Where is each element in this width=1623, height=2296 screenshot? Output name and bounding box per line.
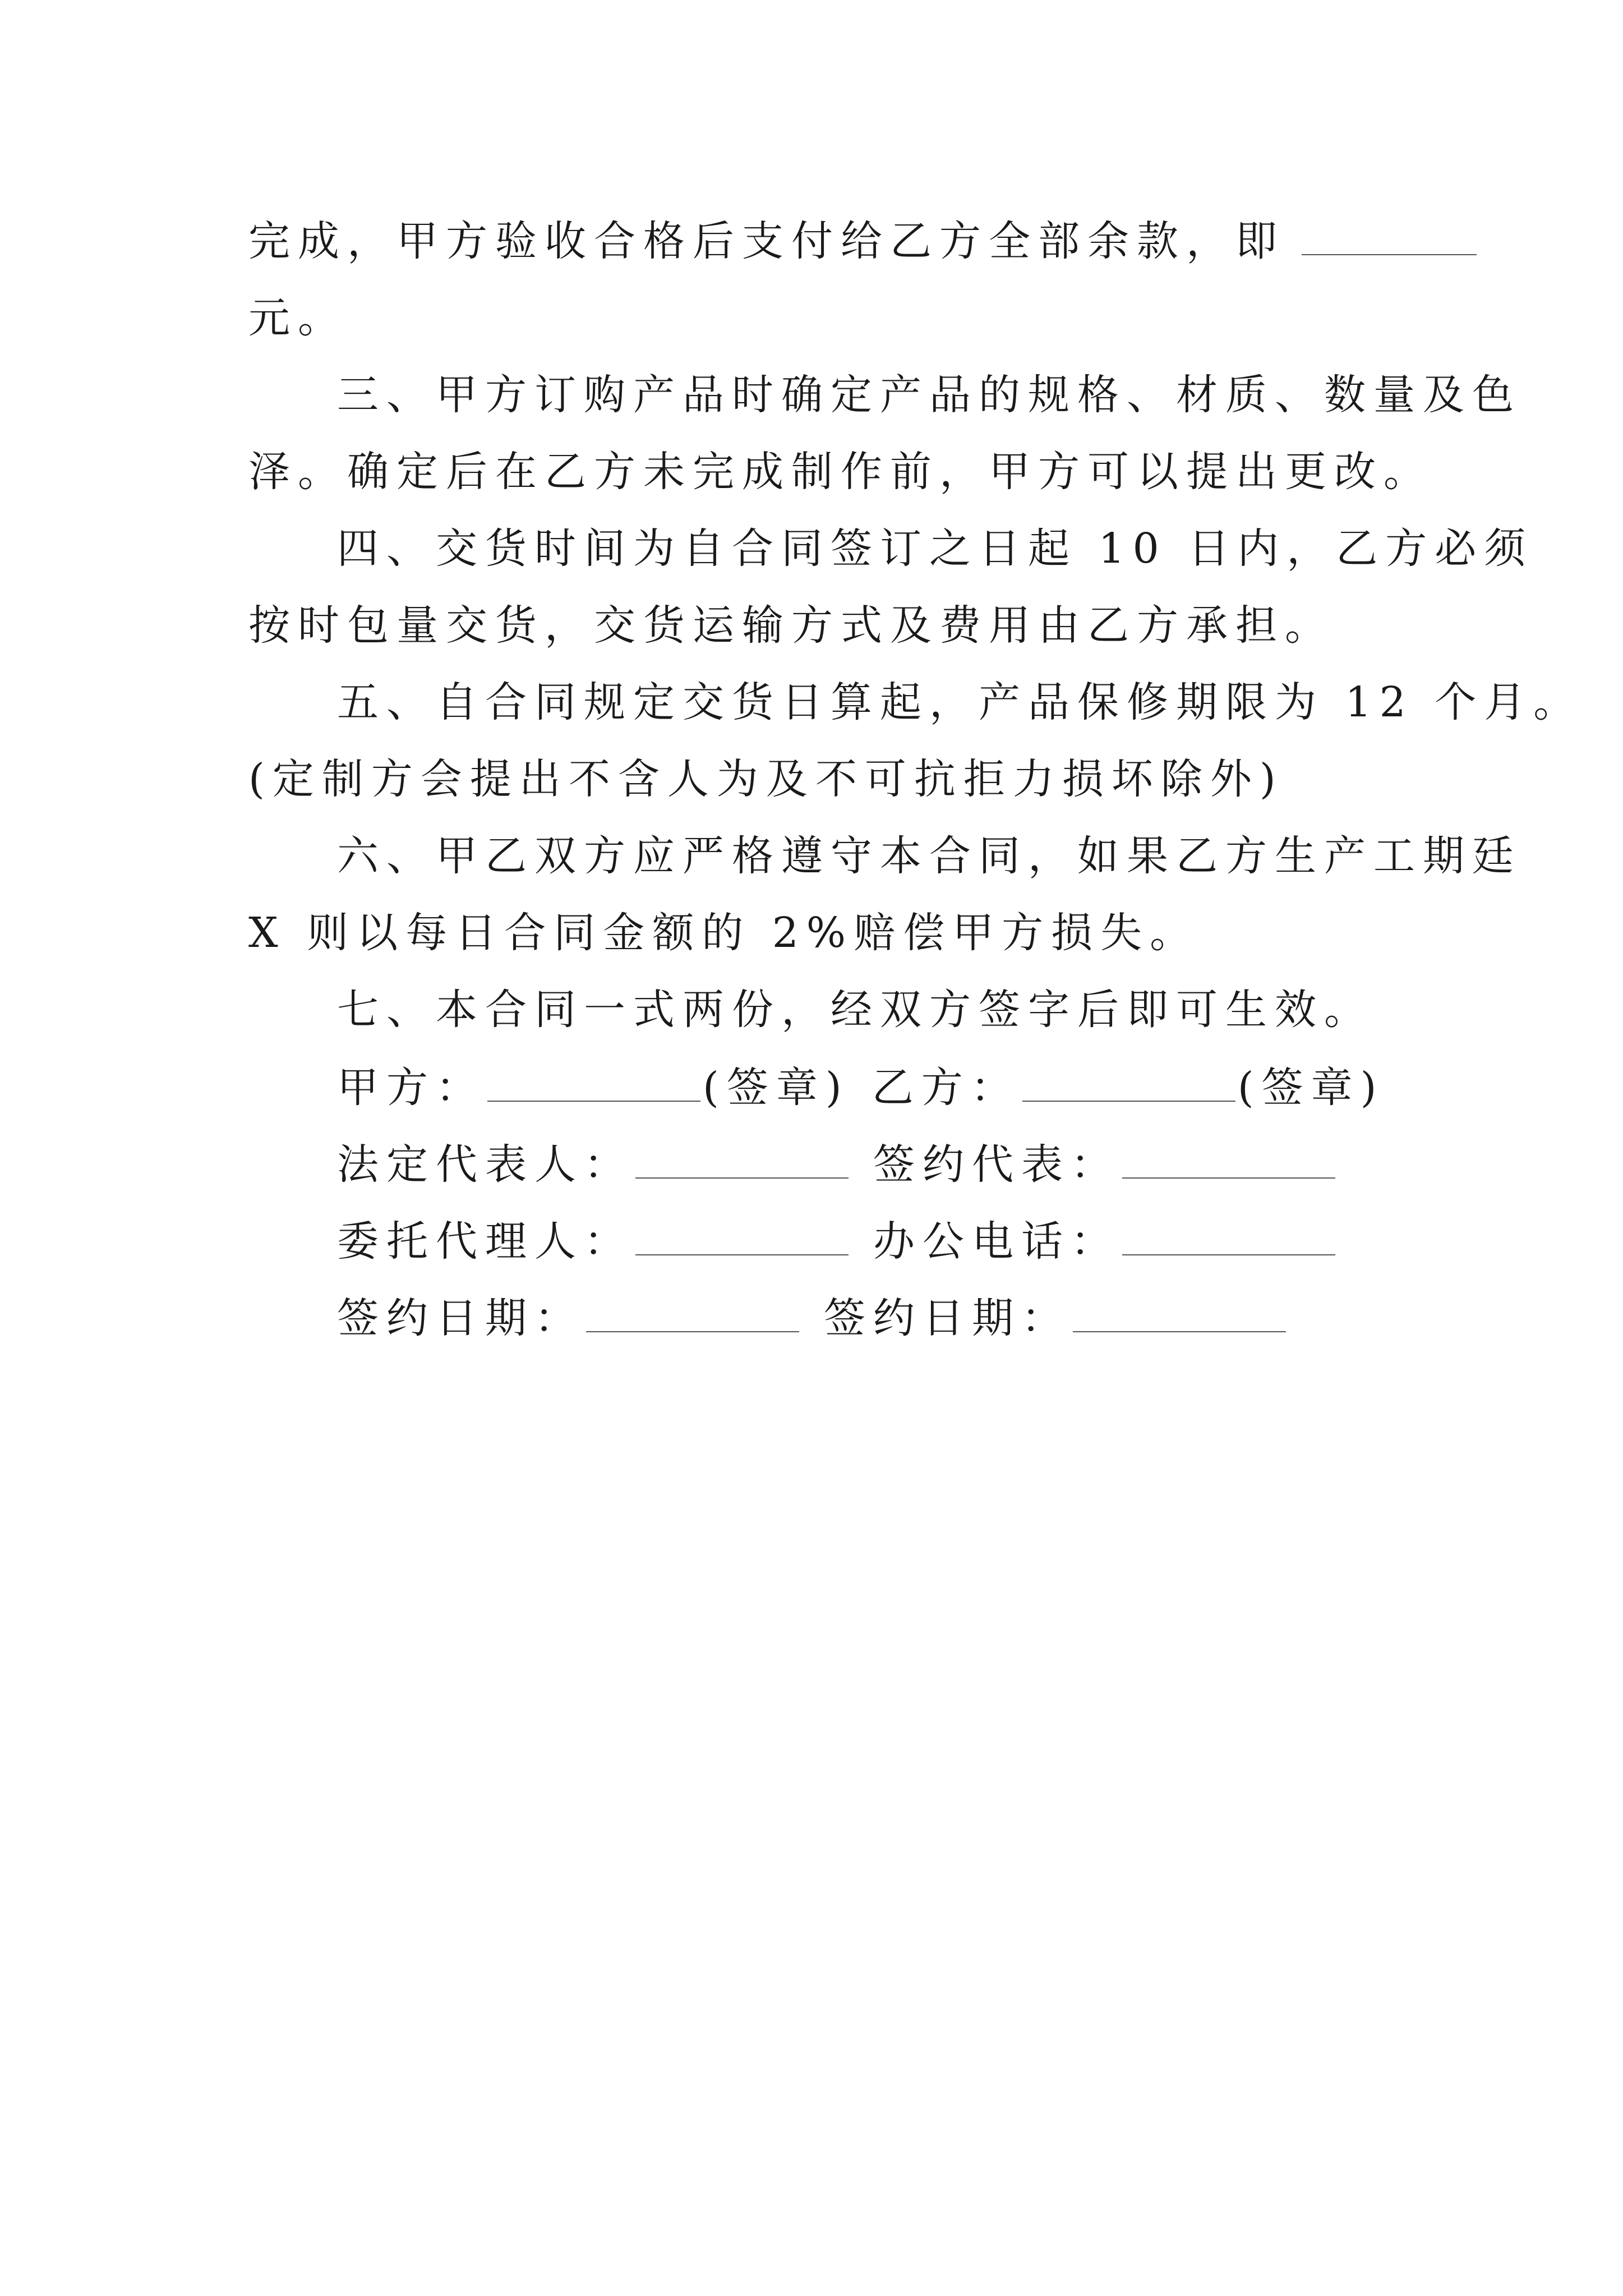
legal-rep-blank: [635, 1144, 849, 1179]
clause-4-line2: 按时包量交货，交货运输方式及费用由乙方承担。: [248, 601, 1334, 650]
legal-rep-label: 法定代表人：: [337, 1140, 633, 1189]
date-b-blank: [1073, 1297, 1286, 1332]
signature-row-date: [337, 1285, 1288, 1341]
clause-5-line2: (定制方会提出不含人为及不可抗拒力损坏除外): [248, 755, 1284, 803]
office-phone-blank: [1122, 1221, 1335, 1255]
office-phone-label: 办公电话：: [873, 1217, 1120, 1266]
signing-rep-blank: [1122, 1144, 1335, 1179]
paragraph-payment-line2: 元。: [248, 294, 347, 342]
clause-3-line1: 三、甲方订购产品时确定产品的规格、材质、数量及色: [337, 371, 1521, 419]
signature-row-party: [337, 1055, 1385, 1111]
agent-label: 委托代理人：: [337, 1217, 633, 1266]
signature-row-representative: [337, 1131, 1338, 1188]
party-b-blank: [1022, 1067, 1235, 1102]
signature-row-agent: [337, 1208, 1338, 1264]
contract-body: [248, 203, 1583, 1048]
date-b-label: 签约日期：: [824, 1294, 1071, 1342]
payment-amount-blank: [1302, 220, 1477, 255]
signing-rep-label: 签约代表：: [873, 1140, 1120, 1189]
party-a-seal: (签章): [703, 1064, 850, 1112]
party-a-blank: [487, 1067, 700, 1102]
clause-5-line1: 五、自合同规定交货日算起，产品保修期限为 12 个月。: [337, 678, 1583, 726]
party-b-seal: (签章): [1237, 1064, 1385, 1112]
agent-blank: [635, 1221, 849, 1255]
party-b-label: 乙方：: [872, 1064, 1020, 1112]
clause-7-line1: 七、本合同一式两份，经双方签字后即可生效。: [337, 986, 1373, 1034]
date-a-label: 签约日期：: [337, 1294, 584, 1342]
clause-3-line2: 泽。确定后在乙方未完成制作前，甲方可以提出更改。: [248, 448, 1433, 496]
paragraph-payment-line1: 完成，甲方验收合格后支付给乙方全部余款，即: [248, 203, 1381, 280]
party-a-label: 甲方：: [337, 1064, 485, 1112]
date-a-blank: [586, 1297, 799, 1332]
clause-6-line2: X 则以每日合同金额的 2%赔偿甲方损失。: [248, 909, 1200, 957]
clause-4-line1: 四、交货时间为自合同签订之日起 10 日内，乙方必须: [337, 524, 1534, 573]
clause-6-line1: 六、甲乙双方应严格遵守本合同，如果乙方生产工期廷: [337, 832, 1521, 880]
